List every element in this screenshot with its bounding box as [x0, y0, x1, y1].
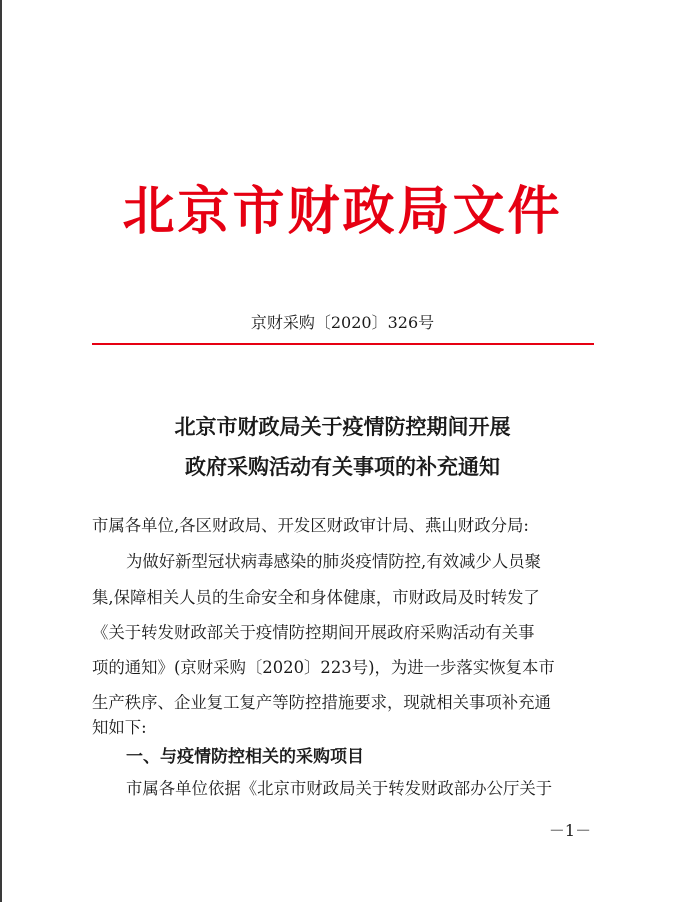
document-number: 京财采购〔2020〕326号	[250, 313, 435, 332]
paragraph-line: 生产秩序、企业复工复产等防控措施要求，现就相关事项补充通	[92, 693, 551, 712]
red-separator-line	[92, 343, 594, 345]
notice-title-line-2: 政府采购活动有关事项的补充通知	[185, 454, 500, 479]
paragraph-line: 集,保障相关人员的生命安全和身体健康，市财政局及时转发了	[92, 588, 540, 607]
paragraph-line: 《关于转发财政部关于疫情防控期间开展政府采购活动有关事	[92, 623, 535, 642]
paragraph-line: 知如下:	[92, 718, 147, 737]
masthead-title: 北京市财政局文件	[122, 181, 563, 242]
section-heading: 一、与疫情防控相关的采购项目	[126, 747, 364, 767]
notice-title-line-1: 北京市财政局关于疫情防控期间开展	[174, 414, 511, 439]
salutation: 市属各单位,各区财政局、开发区财政审计局、燕山财政分局:	[92, 516, 529, 535]
page-left-border	[0, 0, 2, 902]
paragraph-line: 为做好新型冠状病毒感染的肺炎疫情防控,有效减少人员聚	[126, 552, 541, 571]
page-number: －1－	[548, 821, 592, 840]
paragraph-line: 项的通知》(京财采购〔2020〕223号)，为进一步落实恢复本市	[92, 658, 555, 677]
paragraph-line: 市属各单位依据《北京市财政局关于转发财政部办公厅关于	[126, 779, 553, 798]
